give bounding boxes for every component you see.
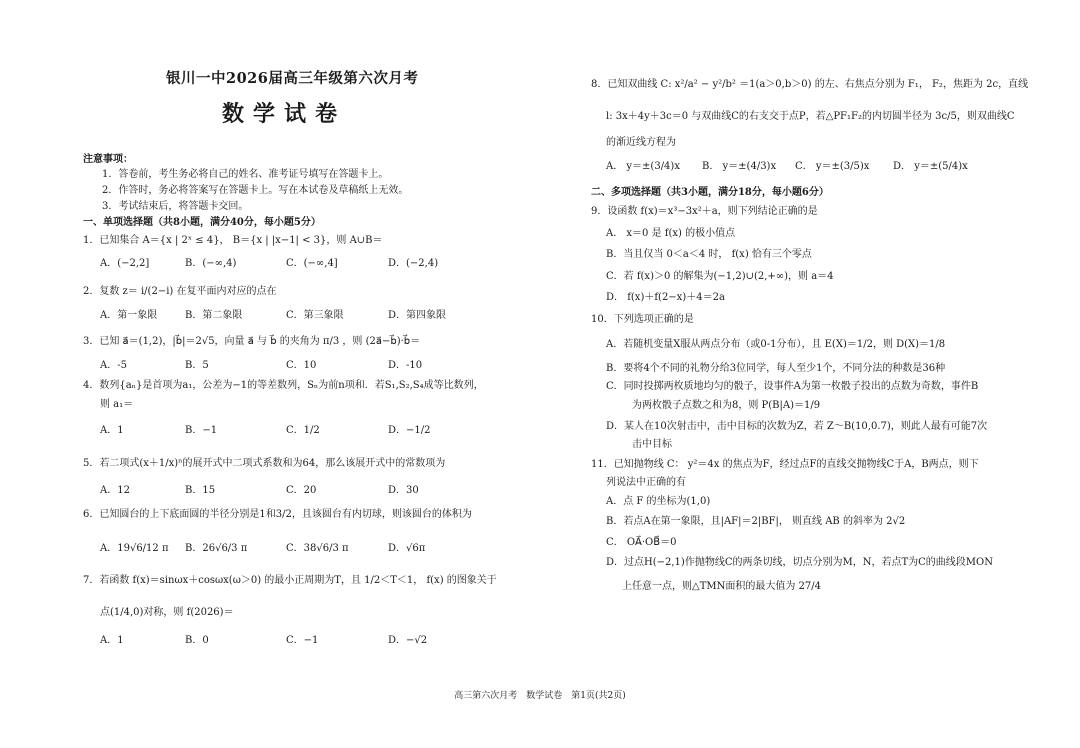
question-stem: 1．已知集合 A＝{x | 2ˣ ≤ 4}， B＝{x | |x−1| < 3}，则 A∪B＝ bbox=[83, 235, 383, 246]
option-d: D．√6π bbox=[388, 543, 426, 554]
question-stem-cont: 点(1/4,0)对称，则 f(2026)＝ bbox=[100, 607, 234, 618]
exam-subject-title: 数学试卷 bbox=[222, 101, 347, 127]
option-b: B．0 bbox=[185, 635, 209, 646]
option-a: A．19√6/12 π bbox=[100, 543, 169, 554]
option-b: B．若点A在第一象限，且|AF|＝2|BF|， 则直线 AB 的斜率为 2√2 bbox=[606, 516, 906, 527]
option-b: B．当且仅当 0＜a＜4 时， f(x) 恰有三个零点 bbox=[606, 249, 812, 260]
option-c: C． y＝±(3/5)x bbox=[795, 161, 870, 172]
question-stem-cont: 的渐近线方程为 bbox=[606, 137, 676, 148]
option-a: A．若随机变量X服从两点分布（或0-1分布），且 E(X)＝1/2，则 D(X)＝1/8 bbox=[606, 339, 946, 350]
option-c: C．10 bbox=[286, 360, 317, 371]
option-b: B． y＝±(4/3)x bbox=[702, 161, 777, 172]
option-d: D． y＝±(5/4)x bbox=[893, 161, 968, 172]
option-d: D．-10 bbox=[388, 360, 423, 371]
option-b: B．第二象限 bbox=[185, 310, 243, 321]
option-a: A．1 bbox=[100, 635, 124, 646]
question-stem: 2．复数 z＝ i/(2−i) 在复平面内对应的点在 bbox=[83, 286, 277, 297]
option-c: C．第三象限 bbox=[286, 310, 344, 321]
school-exam-title: 银川一中2026届高三年级第六次月考 bbox=[166, 70, 419, 87]
question-stem: 7．若函数 f(x)＝sinωx＋cosωx(ω＞0) 的最小正周期为T，且 1/2＜T＜1， f(x) 的图象关于 bbox=[83, 575, 497, 586]
option-a: A．-5 bbox=[100, 360, 127, 371]
option-d-cont: 击中目标 bbox=[632, 439, 672, 450]
notes-heading: 注意事项： bbox=[83, 154, 133, 165]
option-d: D．(−2,4) bbox=[388, 258, 439, 269]
option-d: D．第四象限 bbox=[388, 310, 447, 321]
option-d: D．−1/2 bbox=[388, 425, 431, 436]
section-heading: 一、单项选择题（共8小题，满分40分，每小题5分） bbox=[83, 217, 321, 228]
option-b: B．−1 bbox=[185, 425, 218, 436]
question-stem: 3．已知 a⃗＝(1,2)，|b⃗|＝2√5，向量 a⃗ 与 b⃗ 的夹角为 π/3 ，则 (2a⃗−b⃗)·b⃗＝ bbox=[83, 336, 421, 347]
note-item: 2．作答时，务必将答案写在答题卡上。写在本试卷及草稿纸上无效。 bbox=[102, 185, 409, 196]
option-b: B．15 bbox=[185, 485, 216, 496]
question-stem: 5．若二项式(x＋1/x)ⁿ的展开式中二项式系数和为64，那么该展开式中的常数项为 bbox=[83, 458, 446, 469]
option-b: B．5 bbox=[185, 360, 209, 371]
option-a: A． x＝0 是 f(x) 的极小值点 bbox=[606, 228, 736, 239]
question-stem: 9．设函数 f(x)＝x³−3x²＋a，则下列结论正确的是 bbox=[591, 206, 818, 217]
option-a: A．(−2,2] bbox=[100, 258, 150, 269]
question-stem-cont: l: 3x＋4y＋3c＝0 与双曲线C的右支交于点P，若△PF₁F₂的内切圆半径为 3c/5，则双曲线C bbox=[606, 111, 1015, 122]
option-b: B．要将4个不同的礼物分给3位同学，每人至少1个，不同分法的种数是36种 bbox=[606, 363, 946, 374]
question-stem: 4．数列{aₙ}是首项为a₁，公差为−1的等差数列，Sₙ为前n项和．若S₁,S₂,S₄成等比数列， bbox=[83, 380, 484, 391]
note-item: 1．答卷前，考生务必将自己的姓名、准考证号填写在答题卡上。 bbox=[102, 169, 389, 180]
section-heading: 二、多项选择题（共3小题，满分18分，每小题6分） bbox=[591, 187, 829, 198]
option-c: C． OA⃗·OB⃗＝0 bbox=[606, 537, 677, 548]
option-c: C．−1 bbox=[286, 635, 319, 646]
option-c-cont: 为两枚骰子点数之和为8，则 P(B|A)＝1/9 bbox=[632, 400, 821, 411]
option-c: C．同时投掷两枚质地均匀的骰子，设事件A为第一枚骰子投出的点数为奇数，事件B bbox=[606, 381, 979, 392]
option-b: B．26√6/3 π bbox=[185, 543, 248, 554]
option-d: D．30 bbox=[388, 485, 419, 496]
option-a: A．点 F 的坐标为(1,0) bbox=[606, 496, 711, 507]
option-d: D．某人在10次射击中，击中目标的次数为Z，若 Z～B(10,0.7)，则此人最有可能7次 bbox=[606, 421, 988, 432]
option-c: C．(−∞,4] bbox=[286, 258, 338, 269]
option-c: C．20 bbox=[286, 485, 317, 496]
option-a: A． y＝±(3/4)x bbox=[606, 161, 680, 172]
option-a: A．12 bbox=[100, 485, 130, 496]
question-stem-cont: 列说法中正确的有 bbox=[606, 477, 686, 488]
option-a: A．第一象限 bbox=[100, 310, 158, 321]
question-stem: 11．已知抛物线 C： y²＝4x 的焦点为F，经过点F的直线交抛物线C于A，B两点，则下 bbox=[591, 459, 979, 470]
option-a: A．1 bbox=[100, 425, 124, 436]
option-d: D．过点H(−2,1)作抛物线C的两条切线，切点分别为M，N，若点T为C的曲线段MON bbox=[606, 557, 993, 568]
page-footer: 高三第六次月考 数学试卷 第1页(共2页) bbox=[454, 691, 626, 701]
option-c: C．1/2 bbox=[286, 425, 320, 436]
question-stem: 8．已知双曲线 C: x²/a² − y²/b² ＝1(a＞0,b＞0) 的左、右焦点分别为 F₁， F₂，焦距为 2c，直线 bbox=[591, 79, 1029, 90]
option-b: B．(−∞,4) bbox=[185, 258, 237, 269]
option-d: D． f(x)＋f(2−x)＋4＝2a bbox=[606, 292, 725, 303]
option-c: C．若 f(x)＞0 的解集为(−1,2)∪(2,+∞)，则 a＝4 bbox=[606, 271, 834, 282]
question-stem-cont: 则 a₁＝ bbox=[100, 399, 134, 410]
option-c: C．38√6/3 π bbox=[286, 543, 349, 554]
option-d-cont: 上任意一点，则△TMN面积的最大值为 27/4 bbox=[622, 581, 821, 592]
note-item: 3．考试结束后，将答题卡交回。 bbox=[102, 201, 249, 212]
question-stem: 6．已知圆台的上下底面圆的半径分别是1和3/2，且该圆台有内切球，则该圆台的体积为 bbox=[83, 509, 472, 520]
option-d: D．−√2 bbox=[388, 635, 428, 646]
question-stem: 10．下列选项正确的是 bbox=[591, 314, 694, 325]
